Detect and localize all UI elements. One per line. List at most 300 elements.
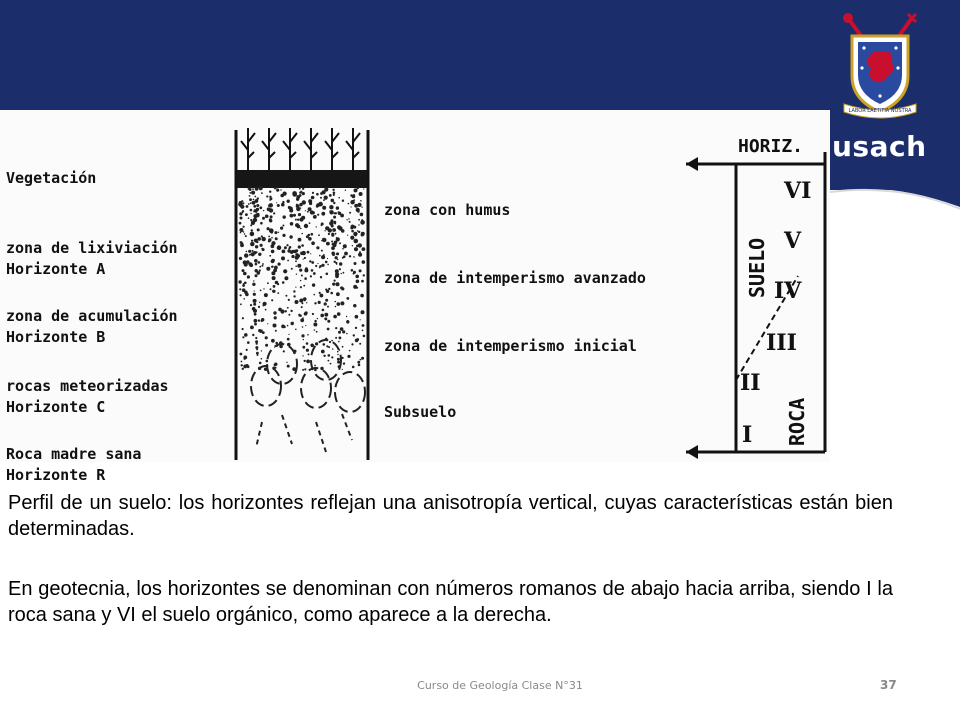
soil-particle [341, 229, 345, 233]
soil-particle [249, 192, 251, 194]
soil-particle [267, 215, 268, 216]
soil-particle [240, 232, 242, 234]
soil-particle [335, 327, 337, 329]
soil-particle [330, 292, 333, 295]
soil-particle [266, 267, 270, 271]
soil-particle [310, 344, 314, 348]
soil-particle [240, 243, 244, 247]
soil-particle [319, 292, 321, 294]
soil-particle [333, 194, 335, 196]
soil-particle [307, 251, 310, 254]
soil-particle [262, 330, 263, 331]
soil-particle [320, 276, 322, 278]
soil-particle [262, 237, 266, 241]
soil-particle [322, 309, 325, 312]
soil-particle [280, 227, 283, 230]
rock-block [335, 372, 365, 412]
soil-particle [332, 228, 336, 232]
soil-particle [344, 252, 348, 256]
soil-particle [258, 306, 260, 308]
soil-particle [258, 253, 261, 256]
soil-particle [346, 316, 347, 317]
soil-particle [251, 229, 253, 231]
soil-particle [337, 361, 340, 364]
soil-particle [262, 248, 265, 251]
soil-particle [283, 269, 287, 273]
soil-particle [244, 282, 247, 285]
soil-particle [289, 235, 292, 238]
soil-particle [318, 234, 320, 236]
soil-particle [302, 326, 304, 328]
soil-particle [329, 221, 333, 225]
soil-particle [301, 334, 304, 337]
soil-particle [302, 369, 304, 371]
soil-particle [329, 194, 332, 197]
soil-particle [349, 212, 351, 214]
soil-particle [326, 273, 329, 276]
soil-particle [254, 323, 257, 326]
soil-particle [354, 239, 359, 244]
soil-particle [333, 315, 337, 319]
soil-particle [315, 342, 318, 345]
soil-particle [253, 199, 255, 201]
soil-particle [301, 299, 304, 302]
soil-particle [321, 250, 323, 252]
soil-particle [334, 212, 336, 214]
soil-particle [310, 210, 314, 214]
soil-particle [278, 232, 279, 233]
soil-particle [301, 306, 303, 308]
soil-particle [254, 196, 256, 198]
soil-particle [340, 301, 344, 305]
soil-particle [323, 355, 325, 357]
soil-particle [361, 280, 364, 283]
soil-particle [338, 341, 340, 343]
soil-particle [296, 250, 298, 252]
soil-particle [274, 316, 277, 319]
soil-particle [280, 194, 284, 198]
soil-particle [278, 308, 282, 312]
soil-particle [250, 242, 254, 246]
soil-particle [332, 189, 334, 191]
horizon-scale-rock: ROCA [785, 397, 809, 446]
soil-particle [261, 358, 263, 360]
soil-particle [252, 188, 254, 190]
soil-particle [342, 346, 344, 348]
soil-particle [271, 244, 275, 248]
soil-particle [287, 365, 290, 368]
soil-particle [292, 191, 297, 196]
soil-particle [306, 235, 309, 238]
soil-particle [265, 336, 268, 339]
soil-particle [356, 280, 360, 284]
soil-particle [284, 193, 287, 196]
soil-particle [335, 337, 337, 339]
soil-particle [351, 343, 353, 345]
soil-particle [240, 303, 242, 305]
soil-particle [244, 333, 248, 337]
soil-particle [357, 230, 359, 232]
soil-particle [287, 338, 290, 341]
soil-particle [312, 313, 314, 315]
zone-initial-weathering: zona de intemperismo inicial [384, 337, 637, 355]
soil-particle [299, 301, 300, 302]
soil-particle [326, 242, 330, 246]
soil-particle [274, 187, 277, 190]
soil-particle [342, 200, 344, 202]
soil-particle [354, 247, 358, 251]
soil-particle [324, 313, 328, 317]
soil-particle [262, 263, 264, 265]
soil-particle [337, 358, 340, 361]
soil-particle [276, 189, 279, 192]
soil-particle [293, 295, 295, 297]
soil-particle [238, 280, 241, 283]
soil-particle [268, 238, 271, 241]
soil-particle [331, 356, 333, 358]
horizon-scale-diagram [680, 128, 830, 462]
soil-particle [348, 203, 350, 205]
soil-particle [259, 362, 262, 365]
soil-particle [253, 293, 256, 296]
soil-particle [360, 294, 364, 298]
soil-particle [327, 306, 329, 308]
soil-particle [271, 339, 275, 343]
zone-advanced-weathering: zona de intemperismo avanzado [384, 269, 646, 287]
bedrock-fracture [316, 422, 326, 452]
soil-particle [286, 244, 288, 246]
soil-particle [239, 288, 241, 290]
soil-particle [302, 188, 304, 190]
bedrock-fracture [282, 415, 292, 444]
soil-particle [272, 290, 275, 293]
soil-particle [273, 212, 275, 214]
soil-particle [351, 269, 354, 272]
soil-particle [325, 261, 328, 264]
soil-particle [347, 355, 350, 358]
soil-particle [282, 201, 284, 203]
soil-particle [351, 206, 352, 207]
soil-particle [256, 352, 259, 355]
soil-particle [240, 217, 243, 220]
soil-particle [293, 214, 296, 217]
soil-particle [271, 250, 275, 254]
soil-particle [263, 302, 267, 306]
soil-particle [311, 233, 314, 236]
soil-particle [353, 334, 355, 336]
soil-particle [333, 221, 336, 224]
soil-particle [322, 206, 326, 210]
soil-particle [296, 198, 299, 201]
soil-particle [353, 256, 355, 258]
soil-particle [324, 230, 325, 231]
soil-particle [257, 237, 261, 241]
soil-particle [361, 221, 362, 222]
soil-particle [255, 337, 257, 339]
soil-particle [297, 264, 301, 268]
soil-particle [309, 260, 311, 262]
soil-particle [298, 213, 301, 216]
soil-particle [282, 225, 284, 227]
soil-particle [343, 244, 347, 248]
soil-particle [256, 251, 258, 253]
soil-particle [333, 216, 336, 219]
soil-particle [338, 212, 341, 215]
soil-particle [242, 202, 244, 204]
zone-subsoil: Subsuelo [384, 403, 457, 421]
soil-particle [352, 366, 355, 369]
soil-particle [324, 196, 328, 200]
soil-particle [287, 307, 289, 309]
soil-particle [298, 314, 300, 316]
soil-particle [335, 269, 339, 273]
soil-particle [360, 359, 362, 361]
soil-particle [337, 312, 341, 316]
soil-particle [363, 274, 365, 276]
soil-particle [302, 192, 305, 195]
soil-particle [304, 312, 307, 315]
soil-particle [254, 259, 258, 263]
soil-particle [248, 203, 250, 205]
soil-particle [342, 248, 344, 250]
bedrock-fracture [256, 422, 262, 448]
soil-particle [255, 199, 259, 203]
soil-particle [291, 268, 293, 270]
soil-particle [265, 344, 268, 347]
soil-particle [256, 204, 259, 207]
soil-particle [259, 186, 263, 190]
soil-particle [244, 358, 246, 360]
soil-particle [334, 261, 336, 263]
soil-particle [250, 326, 254, 330]
soil-particle [321, 255, 325, 259]
soil-particle [273, 324, 277, 328]
soil-particle [363, 335, 366, 338]
soil-particle [308, 353, 310, 355]
soil-particle [354, 204, 358, 208]
label-vegetation: Vegetación [6, 169, 97, 187]
soil-particle [352, 245, 353, 246]
label-horizon-a: zona de lixiviación Horizonte A [6, 239, 178, 278]
soil-particle [321, 350, 325, 354]
soil-particle [281, 325, 285, 329]
soil-particle [297, 255, 299, 257]
soil-particle [260, 290, 262, 292]
soil-particle [298, 245, 301, 248]
soil-particle [242, 336, 244, 338]
soil-particle [325, 227, 329, 231]
soil-particle [361, 233, 364, 236]
plant-stem [325, 128, 339, 172]
soil-particle [336, 254, 337, 255]
soil-particle [353, 226, 356, 229]
soil-particle [324, 302, 327, 305]
soil-particle [259, 206, 262, 209]
soil-particle [343, 362, 345, 364]
soil-particle [302, 346, 305, 349]
soil-particle [303, 285, 305, 287]
soil-particle [252, 334, 254, 336]
soil-particle [247, 341, 250, 344]
soil-particle [240, 205, 244, 209]
soil-particle [348, 218, 349, 219]
soil-particle [311, 241, 315, 245]
soil-particle [248, 217, 250, 219]
soil-particle [300, 207, 301, 208]
soil-particle [259, 266, 261, 268]
soil-particle [306, 342, 309, 345]
soil-particle [295, 219, 297, 221]
soil-particle [251, 252, 255, 256]
soil-particle [258, 319, 260, 321]
soil-particle [271, 299, 273, 301]
soil-particle [311, 196, 315, 200]
soil-particle [243, 272, 247, 276]
soil-particle [346, 333, 348, 335]
soil-particle [299, 269, 302, 272]
soil-particle [241, 361, 243, 363]
soil-particle [329, 210, 330, 211]
soil-particle [361, 206, 362, 207]
soil-particle [317, 318, 318, 319]
soil-particle [361, 310, 365, 314]
soil-particle [355, 339, 359, 343]
soil-particle [303, 259, 304, 260]
soil-particle [347, 235, 348, 236]
soil-particle [327, 320, 330, 323]
roman-i: I [742, 422, 753, 448]
soil-particle [299, 192, 301, 194]
soil-particle [333, 192, 336, 195]
soil-particle [340, 327, 344, 331]
soil-particle [246, 349, 248, 351]
soil-particle [300, 280, 301, 281]
soil-particle [255, 245, 258, 248]
soil-particle [336, 282, 340, 286]
soil-particle [277, 204, 280, 207]
soil-particle [338, 197, 340, 199]
soil-particle [317, 214, 319, 216]
soil-particle [268, 236, 270, 238]
soil-particle [354, 262, 357, 265]
soil-particle [317, 263, 318, 264]
soil-particle [301, 302, 303, 304]
soil-particle [276, 202, 277, 203]
soil-particle [327, 264, 329, 266]
soil-particle [244, 366, 246, 368]
soil-particle [307, 211, 309, 213]
soil-particle [320, 367, 323, 370]
soil-particle [275, 281, 279, 285]
soil-particle [242, 269, 245, 272]
soil-particle [301, 275, 303, 277]
soil-particle [339, 268, 341, 270]
soil-particle [327, 328, 330, 331]
soil-particle [356, 287, 358, 289]
soil-particle [359, 192, 363, 196]
soil-particle [295, 300, 299, 304]
soil-particle [275, 237, 278, 240]
soil-particle [305, 325, 306, 326]
soil-particle [283, 215, 286, 218]
soil-particle [320, 294, 324, 298]
soil-particle [288, 206, 291, 209]
soil-particle [355, 275, 359, 279]
soil-particle [261, 192, 263, 194]
label-horizon-r: Roca madre sana Horizonte R [6, 445, 142, 484]
soil-particle [288, 334, 289, 335]
soil-particle [260, 222, 263, 225]
soil-particle [254, 313, 257, 316]
soil-particle [316, 193, 319, 196]
soil-particle [340, 286, 343, 289]
soil-particle [255, 274, 258, 277]
soil-particle [291, 250, 294, 253]
soil-particle [300, 318, 304, 322]
soil-particle [339, 262, 342, 265]
soil-particle [335, 256, 338, 259]
soil-particle [349, 221, 351, 223]
soil-particle [288, 314, 290, 316]
soil-particle [341, 273, 342, 274]
university-shield-logo [838, 12, 922, 120]
soil-particle [266, 195, 268, 197]
soil-particle [358, 364, 361, 367]
soil-particle [250, 213, 251, 214]
soil-particle [358, 243, 362, 247]
soil-particle [262, 331, 265, 334]
soil-particle [323, 199, 325, 201]
soil-particle [282, 281, 285, 284]
soil-particle [269, 219, 272, 222]
soil-particle [346, 219, 347, 220]
soil-particle [256, 208, 259, 211]
soil-particle [315, 265, 317, 267]
soil-particle [240, 294, 242, 296]
soil-particle [342, 257, 344, 259]
soil-particle [250, 304, 252, 306]
soil-particle [360, 213, 364, 217]
soil-particle [302, 200, 306, 204]
soil-particle [338, 331, 341, 334]
soil-particle [287, 343, 291, 347]
soil-particle [269, 191, 271, 193]
soil-particle [270, 197, 273, 200]
logo-text: usach [832, 130, 927, 163]
soil-particle [265, 309, 267, 311]
soil-particle [269, 255, 271, 257]
soil-particle [264, 293, 268, 297]
soil-particle [345, 190, 346, 191]
soil-particle [334, 301, 336, 303]
soil-particle [274, 266, 278, 270]
soil-particle [362, 330, 364, 332]
soil-particle [269, 228, 274, 233]
soil-particle [271, 237, 273, 239]
soil-particle [359, 269, 362, 272]
soil-particle [310, 208, 312, 210]
soil-particle [332, 283, 335, 286]
soil-particle [302, 355, 303, 356]
soil-particle [300, 286, 302, 288]
soil-particle [257, 213, 259, 215]
soil-particle [261, 318, 264, 321]
soil-particle [240, 353, 243, 356]
soil-particle [296, 274, 297, 275]
soil-particle [306, 360, 310, 364]
soil-particle [304, 224, 308, 228]
soil-particle [281, 203, 285, 207]
